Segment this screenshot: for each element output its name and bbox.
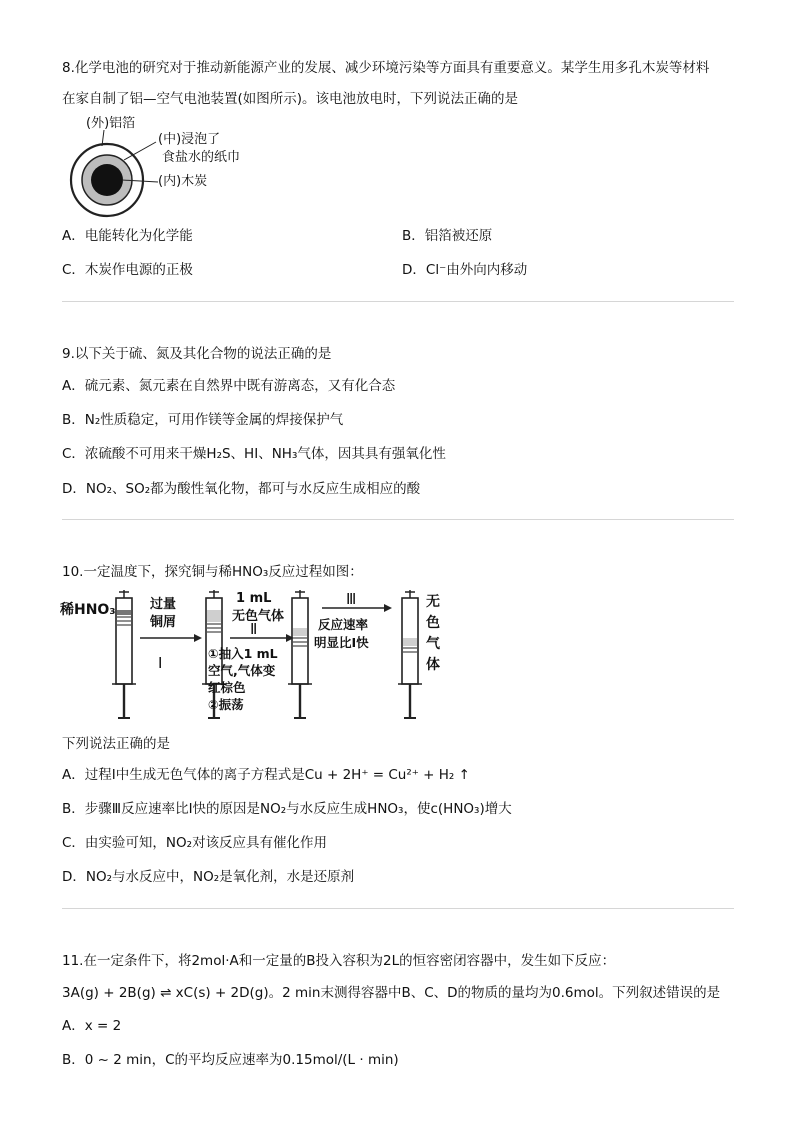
q10-option-d: D．NO₂与水反应中，NO₂是氧化剂，水是还原剂 — [62, 869, 355, 885]
q11-stem-line2: 3A(g) + 2B(g) ⇌ xC(s) + 2D(g)。2 min末测得容器中B、C、D的物质的量均为0.6mol。下列叙述错误的是 — [62, 985, 721, 1001]
q9-option-c: C．浓硫酸不可用来干燥H₂S、HI、NH₃气体，因其具有强氧化性 — [62, 446, 446, 462]
q10-option-b: B．步骤Ⅲ反应速率比Ⅰ快的原因是NO₂与水反应生成HNO₃，使c(HNO₃)增大 — [62, 801, 512, 817]
gas-volume-label: 1 mL — [236, 591, 272, 606]
q8-stem-line2: 在家自制了铝—空气电池装置(如图所示)。该电池放电时，下列说法正确的是 — [62, 91, 519, 107]
step3-label: Ⅲ — [346, 590, 357, 608]
inner-charcoal-core — [91, 164, 123, 196]
step2-label: Ⅱ — [250, 620, 258, 638]
separator — [62, 301, 734, 302]
final-gas-char-2: 色 — [426, 615, 440, 631]
label-middle-line1: (中)浸泡了 — [158, 132, 221, 147]
q9-option-d: D．NO₂、SO₂都为酸性氧化物，都可与水反应生成相应的酸 — [62, 481, 421, 497]
q11-stem-line1: 11.在一定条件下，将2mol·A和一定量的B投入容积为2L的恒容密闭容器中，发生如下反应： — [62, 953, 616, 969]
reagent-label: 稀HNO₃ — [60, 602, 116, 618]
q10-stem: 10.一定温度下，探究铜与稀HNO₃反应过程如图： — [62, 564, 363, 580]
separator — [62, 908, 734, 909]
label-inner-charcoal: (内)木炭 — [158, 174, 208, 189]
step2-note-line2: 空气,气体变 — [208, 663, 276, 678]
syringe-4 — [398, 590, 422, 718]
final-gas-char-4: 体 — [426, 657, 440, 673]
q8-option-a: A．电能转化为化学能 — [62, 228, 193, 244]
q11-option-a: A．x = 2 — [62, 1018, 122, 1034]
experiment-figure — [60, 586, 450, 724]
label-outer-foil: (外)铝箔 — [86, 116, 136, 131]
final-gas-char-3: 气 — [426, 636, 440, 652]
step1-note-line2: 铜屑 — [150, 615, 177, 630]
q9-option-b: B．N₂性质稳定，可用作镁等金属的焊接保护气 — [62, 412, 344, 428]
q8-option-c: C．木炭作电源的正极 — [62, 262, 193, 278]
separator — [62, 519, 734, 520]
syringe-3 — [288, 590, 312, 718]
q8-option-d: D．Cl⁻由外向内移动 — [402, 262, 528, 278]
q9-stem: 9.以下关于硫、氮及其化合物的说法正确的是 — [62, 346, 332, 362]
q8-stem-line1: 8.化学电池的研究对于推动新能源产业的发展、减少环境污染等方面具有重要意义。某学生用多孔木炭等材料 — [62, 60, 710, 76]
step1-note-line1: 过量 — [150, 597, 177, 612]
step2-note-line1: ①抽入1 mL — [208, 646, 278, 661]
step2-note-line3: 红棕色 — [208, 680, 246, 695]
q9-option-a: A．硫元素、氮元素在自然界中既有游离态，又有化合态 — [62, 378, 396, 394]
step2-note-line4: ②振荡 — [208, 697, 244, 712]
step3-note-line1: 反应速率 — [318, 617, 369, 632]
q10-option-a: A．过程Ⅰ中生成无色气体的离子方程式是Cu + 2H⁺ = Cu²⁺ + H₂ ↑ — [62, 767, 470, 783]
syringe-1 — [112, 590, 136, 718]
q11-option-b: B．0 ~ 2 min，C的平均反应速率为0.15mol/(L · min) — [62, 1052, 399, 1068]
battery-figure — [62, 112, 262, 218]
gas-name-label: 无色气体 — [232, 609, 285, 624]
step1-label: Ⅰ — [158, 654, 163, 672]
q8-option-b: B．铝箔被还原 — [402, 228, 493, 244]
final-gas-char-1: 无 — [426, 594, 440, 610]
q10-prompt: 下列说法正确的是 — [62, 736, 170, 752]
step3-note-line2: 明显比Ⅰ快 — [314, 635, 369, 650]
q10-option-c: C．由实验可知，NO₂对该反应具有催化作用 — [62, 835, 328, 851]
label-middle-line2: 食盐水的纸巾 — [162, 150, 241, 165]
